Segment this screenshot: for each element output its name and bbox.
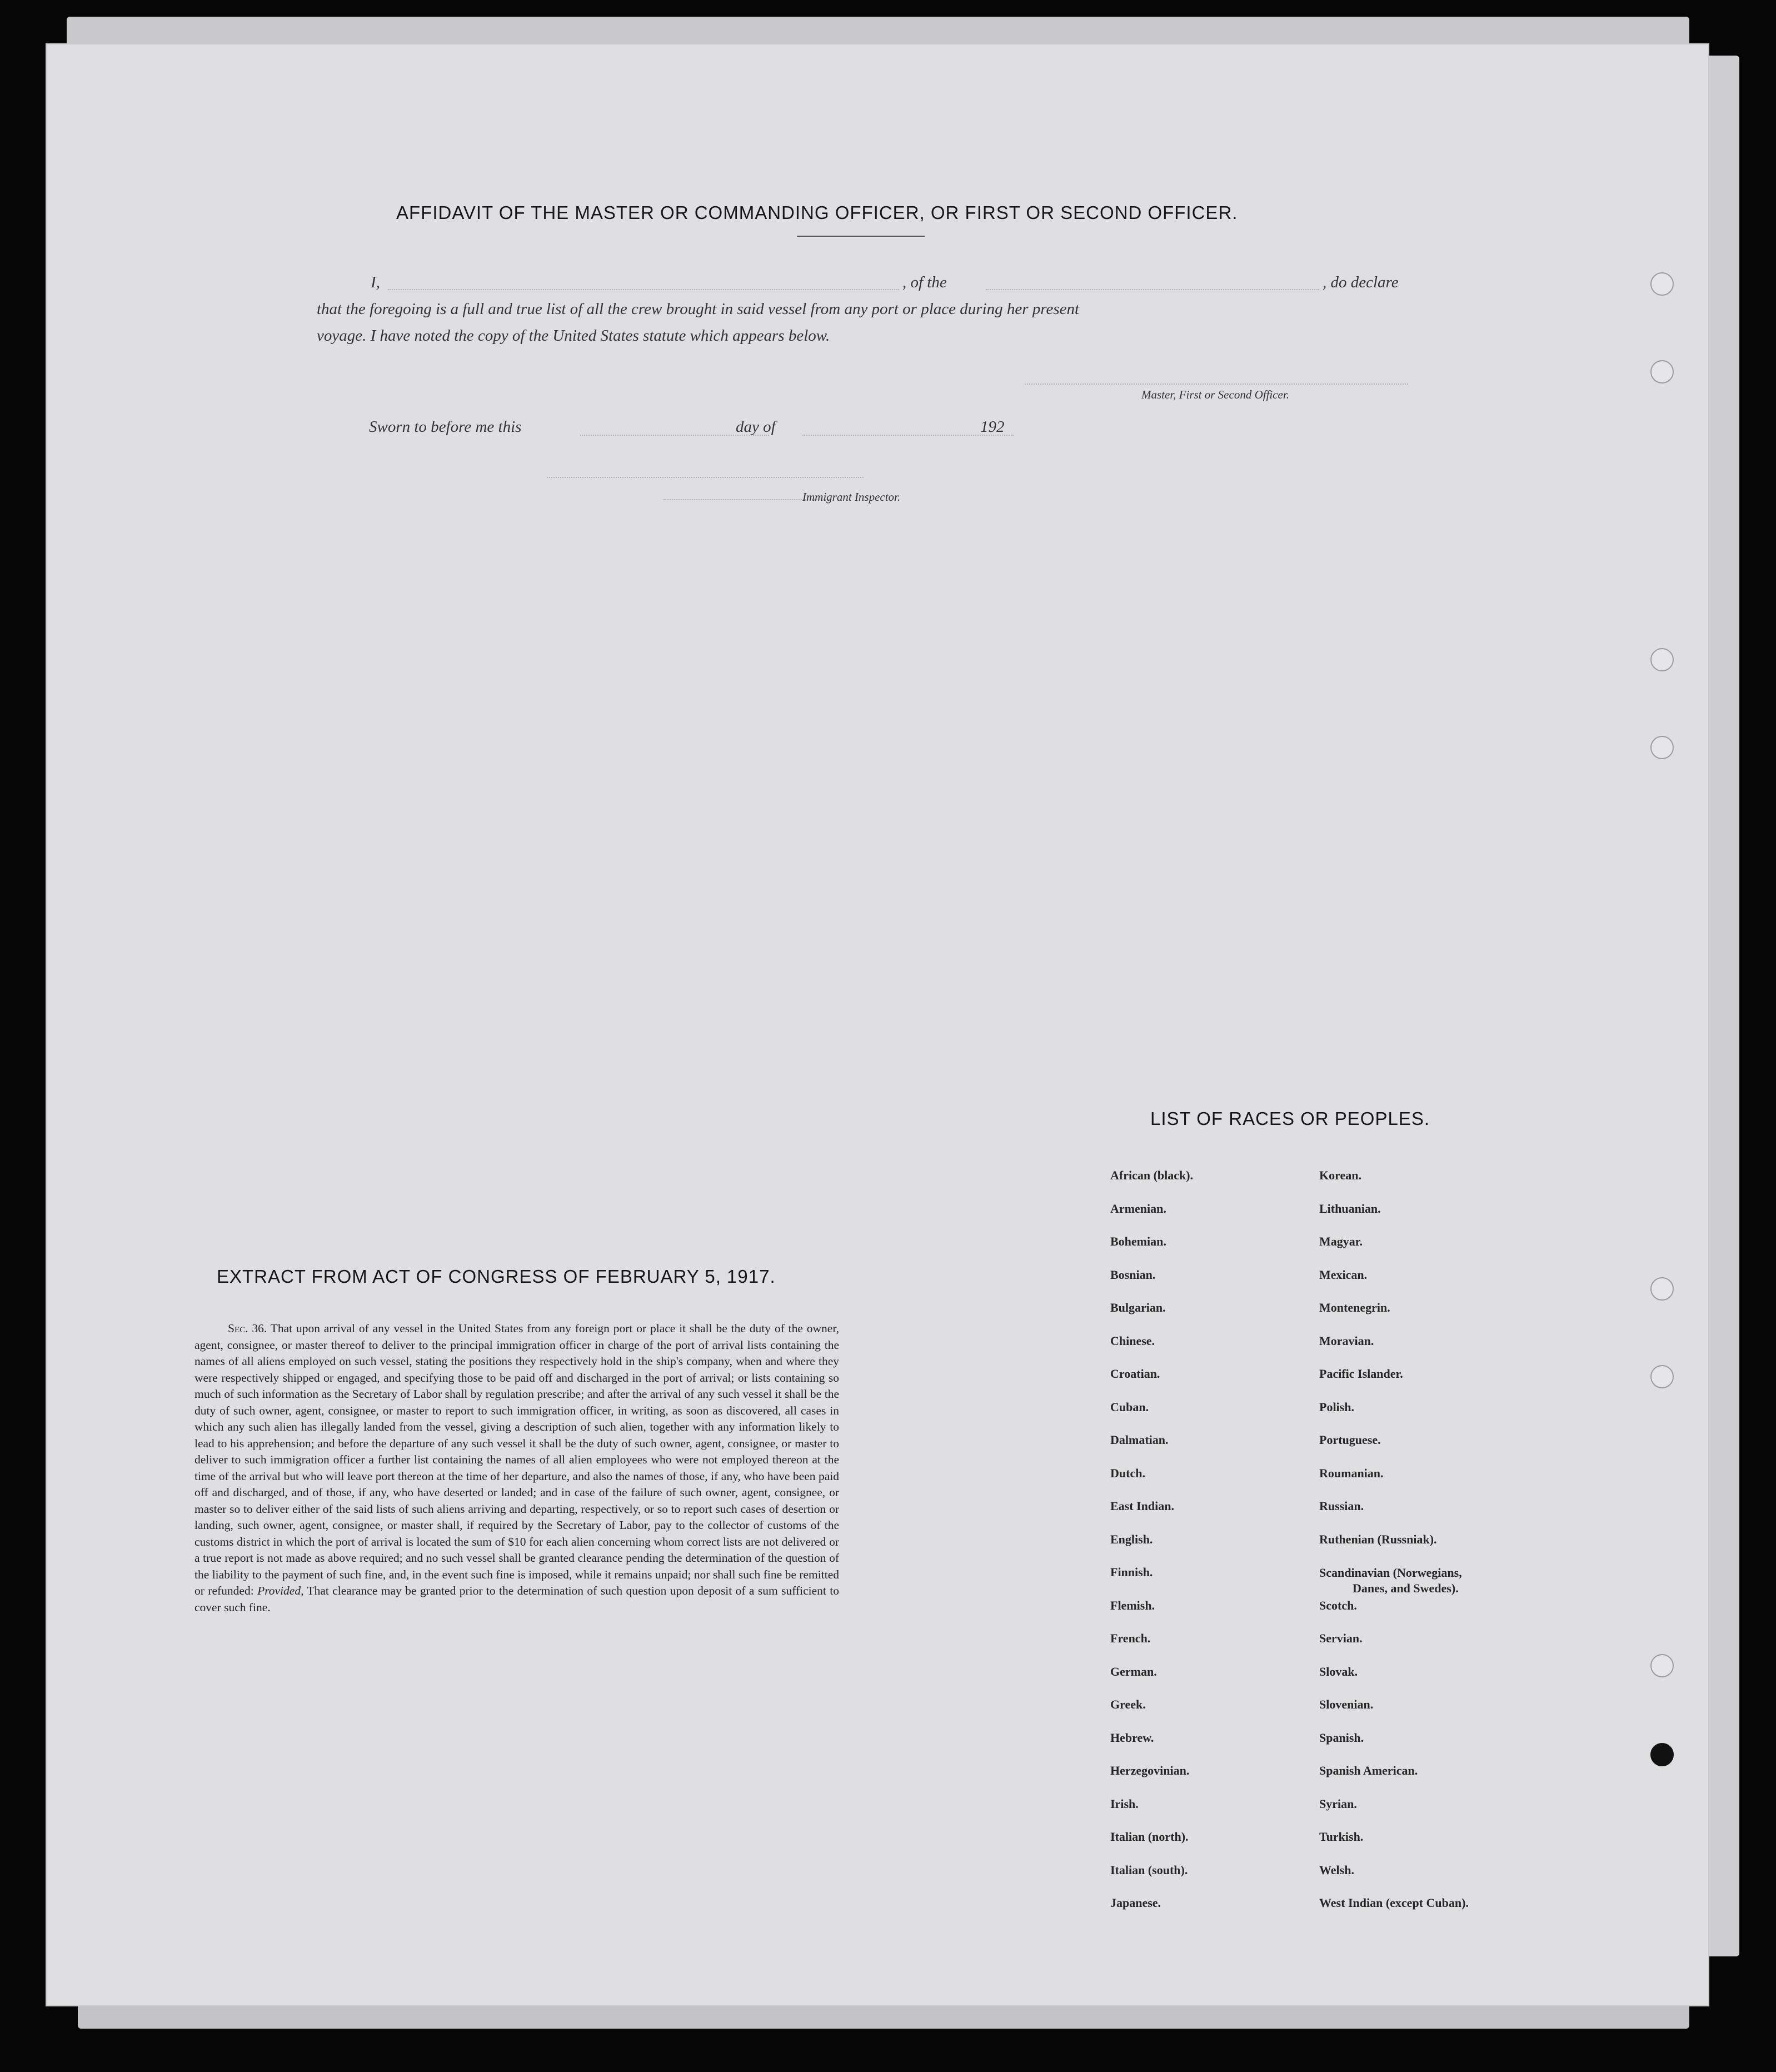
race-item [1110,1367,1193,1400]
race-item [1110,1731,1193,1764]
race-item [1110,1466,1193,1500]
race-label: Irish. [1110,1796,1139,1811]
race-label: English. [1110,1532,1153,1546]
punch-hole [1650,360,1674,383]
affidavit-line-2: that the foregoing is a full and true list of all the crew brought in said vessel from any port or place during her present [317,300,1080,318]
race-item [1319,1665,1519,1698]
race-item [1319,1466,1519,1500]
race-label: Syrian. [1319,1796,1357,1811]
extract-text-2: That clearance may be granted prior to the determination of such question upon deposit of a sum sufficient to cover such fine. [194,1584,839,1614]
race-label: Slovenian. [1319,1697,1374,1711]
affidavit-of-the: , of the [902,273,947,291]
race-label: Mexican. [1319,1267,1368,1282]
race-label: Ruthenian (Russniak). [1319,1532,1437,1546]
race-item [1319,1731,1519,1764]
race-label: West Indian (except Cuban). [1319,1896,1469,1910]
extract-body [194,1321,839,1616]
race-label: Welsh. [1319,1862,1354,1877]
race-label: Dalmatian. [1110,1433,1169,1447]
title-underline [797,236,925,237]
race-item [1110,1896,1193,1929]
race-label: Magyar. [1319,1234,1363,1248]
punch-hole [1650,1365,1674,1388]
race-label: Slovak. [1319,1664,1358,1678]
race-label: Dutch. [1110,1466,1145,1480]
race-label: Montenegrin. [1319,1301,1390,1314]
race-item [1110,1334,1193,1367]
master-signature-field[interactable] [1025,383,1408,385]
master-name-field[interactable] [388,289,899,290]
sworn-day-of: day of [736,418,776,436]
race-label: African (black). [1110,1168,1194,1182]
race-label: Spanish American. [1319,1764,1418,1777]
race-label: Chinese. [1110,1333,1155,1348]
race-label-continued: Danes, and Swedes). [1353,1581,1459,1595]
race-item [1110,1301,1193,1334]
punch-hole [1650,272,1674,296]
punch-hole [1650,1277,1674,1301]
extract-section-label: Sec. 36. [228,1322,267,1335]
race-item [1319,1234,1519,1268]
race-item [1319,1863,1519,1896]
race-label: Korean. [1319,1168,1361,1182]
sworn-prefix: Sworn to before me this [369,418,522,436]
punch-hole [1650,736,1674,759]
races-left-column [1110,1168,1193,1929]
race-item [1319,1334,1519,1367]
affidavit-do-declare: , do declare [1323,273,1399,291]
race-label: Russian. [1319,1499,1364,1513]
race-label: Moravian. [1319,1333,1374,1348]
race-item [1319,1433,1519,1466]
race-label: Greek. [1110,1697,1146,1711]
race-label: Bulgarian. [1110,1301,1166,1314]
race-label: Italian (north). [1110,1830,1189,1844]
race-label: Croatian. [1110,1367,1160,1381]
race-item [1110,1168,1193,1202]
race-label: East Indian. [1110,1499,1174,1513]
race-item [1110,1499,1193,1532]
race-item [1110,1268,1193,1301]
race-item [1319,1764,1519,1797]
race-item [1110,1202,1193,1235]
race-item [1319,1631,1519,1665]
race-item [1319,1202,1519,1235]
race-item [1319,1532,1519,1566]
races-title: LIST OF RACES OR PEOPLES. [1150,1108,1430,1129]
race-label: Bosnian. [1110,1267,1156,1282]
race-label: Scandinavian (Norwegians, [1319,1566,1462,1580]
extract-text-1: That upon arrival of any vessel in the United States from any foreign port or place it shall be the duty of the owner, agent, consignee, or master thereof to deliver to the principal immigration officer in charge of the port of arrival lists containing the names of all aliens employed on such vessel, stating the positions they respectively hold in the ship's company, when and where they were respectively shipped or engaged, and specifying those to be paid off and discharged in the port of arrival; or lists containing so much of such information as the Secretary of Labor shall by regulation prescribe; and after the arrival of any such vessel it shall be the duty of such owner, agent, consignee, or master to report to such immigration officer, in writing, as soon as discovered, all cases in which any such alien has illegally landed from the vessel, giving a description of such alien, together with any information likely to lead to his apprehension; and before the departure of any such vessel it shall be the duty of such owner, agent, consignee, or master to deliver to such immigration officer a further list containing the names of all alien employees who were not employed thereon at the time of the arrival but who will leave port thereon at the time of her departure, and also the names of those, if any, who have been paid off and discharged, and of those, if any, who have deserted or landed; and in case of the failure of such owner, agent, consignee, or master so to deliver either of the said lists of such aliens arriving and departing, respectively, or so to report such cases of desertion or landing, such owner, agent, consignee, or master shall, if required by the Secretary of Labor, pay to the collector of customs of the customs district in which the port of arrival is located the sum of $10 for each alien concerning whom correct lists are not delivered or a true report is not made as above required; and no such vessel shall be granted clearance pending the determination of the question of the liability to the payment of such fine, and, in the event such fine is imposed, while it remains unpaid; nor shall such fine be remitted or refunded: [194,1322,839,1597]
race-item [1110,1797,1193,1830]
race-item [1319,1697,1519,1731]
race-label: Armenian. [1110,1201,1166,1216]
race-item [1110,1697,1193,1731]
race-item [1319,1598,1519,1632]
race-label: Hebrew. [1110,1730,1154,1745]
race-label: Japanese. [1110,1896,1161,1910]
punch-hole [1650,1654,1674,1677]
inspector-caption: Immigrant Inspector. [802,490,901,504]
race-label: Turkish. [1319,1830,1364,1844]
race-label: Cuban. [1110,1399,1149,1414]
race-item [1110,1598,1193,1632]
race-item [1110,1631,1193,1665]
race-item [1110,1400,1193,1433]
punch-hole [1650,648,1674,671]
punch-hole-dark [1650,1743,1674,1766]
race-label: Pacific Islander. [1319,1367,1403,1381]
race-label: Bohemian. [1110,1234,1166,1248]
race-item [1110,1565,1193,1598]
vessel-name-field[interactable] [986,289,1319,290]
race-label: Scotch. [1319,1598,1357,1612]
race-item [1319,1830,1519,1863]
race-label: Lithuanian. [1319,1201,1381,1216]
race-item [1110,1433,1193,1466]
race-item [1319,1400,1519,1433]
extract-title: EXTRACT FROM ACT OF CONGRESS OF FEBRUARY 5, 1917. [217,1266,776,1287]
race-label: Finnish. [1110,1565,1153,1579]
race-item [1110,1532,1193,1566]
race-item [1319,1797,1519,1830]
race-item [1110,1234,1193,1268]
race-item [1319,1896,1519,1929]
race-item [1319,1499,1519,1532]
race-label: Flemish. [1110,1598,1155,1612]
race-item [1110,1764,1193,1797]
race-label: French. [1110,1631,1151,1645]
race-item [1110,1665,1193,1698]
race-label: Herzegovinian. [1110,1764,1190,1777]
races-right-column [1319,1168,1519,1929]
race-item [1110,1863,1193,1896]
affidavit-title: AFFIDAVIT OF THE MASTER OR COMMANDING OFFICER, OR FIRST OR SECOND OFFICER. [396,202,1238,223]
race-label: Portuguese. [1319,1433,1381,1447]
race-item [1110,1830,1193,1863]
race-label: Polish. [1319,1399,1354,1414]
race-label: Spanish. [1319,1730,1364,1745]
master-caption: Master, First or Second Officer. [1141,388,1289,401]
race-label: Servian. [1319,1631,1363,1645]
race-label: German. [1110,1664,1157,1678]
inspector-signature-field-1[interactable] [547,477,864,478]
sworn-year: 192 [980,418,1005,436]
affidavit-line-3: voyage. I have noted the copy of the United States statute which appears below. [317,327,830,345]
race-item [1319,1168,1519,1202]
race-label: Roumanian. [1319,1466,1384,1480]
extract-provided: Provided, [257,1584,304,1597]
race-label: Italian (south). [1110,1862,1188,1877]
affidavit-i: I, [371,273,380,291]
race-item [1319,1268,1519,1301]
race-item [1319,1565,1519,1598]
race-item [1319,1301,1519,1334]
race-item [1319,1367,1519,1400]
